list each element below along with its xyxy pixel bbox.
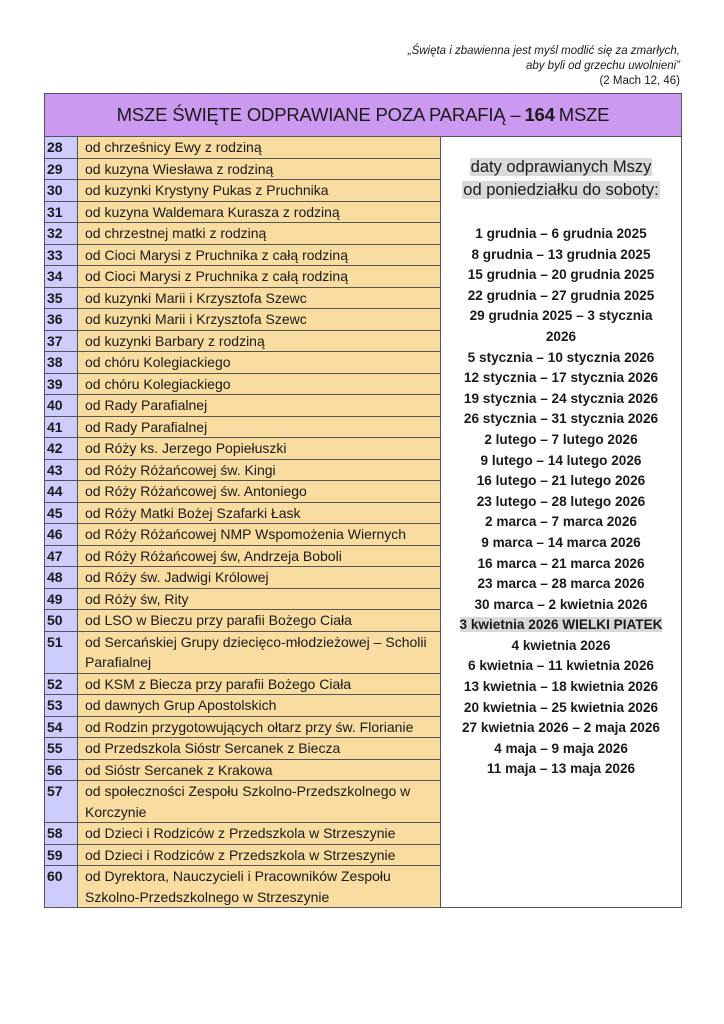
row-donor-text: od KSM z Biecza przy parafii Bożego Ciała: [78, 674, 441, 695]
row-number: 38: [45, 352, 78, 373]
date-range-text: 3 kwietnia 2026 WIELKI PIATEK: [459, 617, 663, 633]
row-donor-text: od chrześnicy Ewy z rodziną: [78, 137, 441, 158]
date-range-text: 16 marca – 21 marca 2026: [477, 555, 645, 571]
dates-panel: [441, 137, 681, 907]
table-row: [45, 438, 441, 460]
row-number: 47: [45, 546, 78, 567]
row-donor-text: od społeczności Zespołu Szkolno-Przedszkolnego w Korczynie: [78, 781, 441, 822]
row-number: 43: [45, 460, 78, 481]
table-row: [45, 159, 441, 181]
table-body: [45, 137, 681, 907]
date-range-item: [441, 471, 681, 492]
table-row: [45, 503, 441, 525]
row-number: 49: [45, 589, 78, 610]
row-number: 48: [45, 567, 78, 588]
date-range-text: 27 kwietnia 2026 – 2 maja 2026: [461, 720, 660, 736]
row-donor-text: od chóru Kolegiackiego: [78, 352, 441, 373]
date-range-text: 26 stycznia – 31 stycznia 2026: [463, 411, 659, 427]
row-donor-text: od Róży Różańcowej św. Kingi: [78, 460, 441, 481]
date-range-item: [441, 348, 681, 369]
row-number: 41: [45, 417, 78, 438]
row-number: 57: [45, 781, 78, 822]
row-donor-text: od Sercańskiej Grupy dziecięco-młodzieżowej – Scholii Parafialnej: [78, 632, 441, 673]
table-row: [45, 202, 441, 224]
row-donor-text: od Rady Parafialnej: [78, 417, 441, 438]
row-number: 35: [45, 288, 78, 309]
row-donor-text: od Dzieci i Rodziców z Przedszkola w Strzeszynie: [78, 845, 441, 866]
row-number: 53: [45, 695, 78, 716]
row-donor-text: od Cioci Marysi z Pruchnika z całą rodziną: [78, 266, 441, 287]
row-number: 31: [45, 202, 78, 223]
date-range-item: [441, 554, 681, 575]
table-row: [45, 845, 441, 867]
table-row: [45, 610, 441, 632]
date-range-text: 9 marca – 14 marca 2026: [481, 534, 641, 550]
date-range-item: [441, 368, 681, 389]
date-range-text: 16 lutego – 21 lutego 2026: [476, 473, 646, 489]
date-range-text: 11 maja – 13 maja 2026: [486, 761, 636, 777]
row-donor-text: od Róży ks. Jerzego Popiełuszki: [78, 438, 441, 459]
row-number: 60: [45, 866, 78, 907]
date-range-text: 4 kwietnia 2026: [511, 637, 611, 653]
date-range-item: [441, 224, 681, 245]
row-number: 37: [45, 331, 78, 352]
row-donor-text: od Cioci Marysi z Pruchnika z całą rodziną: [78, 245, 441, 266]
date-range-text: 23 marca – 28 marca 2026: [477, 576, 645, 592]
date-range-item: [441, 615, 681, 636]
table-row: [45, 481, 441, 503]
row-number: 45: [45, 503, 78, 524]
table-row: [45, 866, 441, 907]
table-row: [45, 717, 441, 739]
row-number: 50: [45, 610, 78, 631]
date-range-item: [441, 533, 681, 554]
date-range-item: [441, 492, 681, 513]
row-donor-text: od chrzestnej matki z rodziną: [78, 223, 441, 244]
row-donor-text: od Dzieci i Rodziców z Przedszkola w Strzeszynie: [78, 823, 441, 844]
quote-line-1: „Święta i zbawienna jest myśl modlić się za zmarłych,: [407, 45, 680, 57]
row-donor-text: od kuzynki Marii i Krzysztofa Szewc: [78, 309, 441, 330]
table-row: [45, 180, 441, 202]
row-number: 44: [45, 481, 78, 502]
dates-list: [441, 224, 681, 780]
row-number: 58: [45, 823, 78, 844]
date-range-text: 20 kwietnia – 25 kwietnia 2026: [463, 699, 659, 715]
row-number: 32: [45, 223, 78, 244]
table-header: [45, 94, 681, 137]
row-donor-text: od kuzynki Marii i Krzysztofa Szewc: [78, 288, 441, 309]
date-range-item: [441, 739, 681, 760]
table-row: [45, 781, 441, 823]
header-title-prefix: MSZE ŚWIĘTE ODPRAWIANE POZA PARAFIĄ –: [116, 104, 521, 125]
donor-list: [45, 137, 441, 907]
date-range-text: 2 marca – 7 marca 2026: [485, 514, 637, 530]
date-range-text: 9 lutego – 14 lutego 2026: [480, 452, 642, 468]
date-range-item: [441, 636, 681, 657]
date-range-item: [441, 574, 681, 595]
table-row: [45, 352, 441, 374]
table-row: [45, 760, 441, 782]
row-donor-text: od chóru Kolegiackiego: [78, 374, 441, 395]
date-range-item: [441, 389, 681, 410]
date-range-item: [441, 286, 681, 307]
date-range-text: 8 grudnia – 13 grudnia 2025: [471, 246, 651, 262]
row-donor-text: od Róży św. Jadwigi Królowej: [78, 567, 441, 588]
row-donor-text: od Róży św, Rity: [78, 589, 441, 610]
row-number: 42: [45, 438, 78, 459]
table-row: [45, 567, 441, 589]
row-donor-text: od Róży Matki Bożej Szafarki Łask: [78, 503, 441, 524]
row-number: 52: [45, 674, 78, 695]
row-number: 40: [45, 395, 78, 416]
table-row: [45, 395, 441, 417]
date-range-item: [441, 306, 681, 327]
date-range-text: 23 lutego – 28 lutego 2026: [476, 493, 646, 509]
date-range-item: [441, 759, 681, 780]
row-donor-text: od Przedszkola Sióstr Sercanek z Biecza: [78, 738, 441, 759]
row-number: 28: [45, 137, 78, 158]
table-row: [45, 374, 441, 396]
row-donor-text: od Róży Różańcowej św, Andrzeja Boboli: [78, 546, 441, 567]
row-number: 30: [45, 180, 78, 201]
dates-intro-line-1: daty odprawianych Mszy: [470, 158, 652, 176]
row-number: 51: [45, 632, 78, 673]
row-donor-text: od Rady Parafialnej: [78, 395, 441, 416]
date-range-item: [441, 451, 681, 472]
header-count: 164: [524, 104, 555, 125]
row-number: 54: [45, 717, 78, 738]
row-number: 46: [45, 524, 78, 545]
quote-line-2: aby byli od grzechu uwolnieni”: [525, 60, 680, 72]
row-number: 29: [45, 159, 78, 180]
date-range-item: [441, 409, 681, 430]
date-range-item: [441, 327, 681, 348]
date-range-text: 29 grudnia 2025 – 3 stycznia: [469, 308, 653, 324]
row-number: 39: [45, 374, 78, 395]
date-range-text: 13 kwietnia – 18 kwietnia 2026: [463, 679, 659, 695]
date-range-item: [441, 677, 681, 698]
row-number: 34: [45, 266, 78, 287]
table-row: [45, 417, 441, 439]
date-range-item: [441, 430, 681, 451]
date-range-item: [441, 245, 681, 266]
row-donor-text: od dawnych Grup Apostolskich: [78, 695, 441, 716]
date-range-text: 4 maja – 9 maja 2026: [494, 740, 628, 756]
row-donor-text: od kuzynki Barbary z rodziną: [78, 331, 441, 352]
table-row: [45, 331, 441, 353]
table-row: [45, 546, 441, 568]
row-number: 56: [45, 760, 78, 781]
table-row: [45, 823, 441, 845]
table-row: [45, 674, 441, 696]
table-row: [45, 632, 441, 674]
row-number: 36: [45, 309, 78, 330]
dates-intro: [441, 156, 681, 202]
row-donor-text: od kuzynki Krystyny Pukas z Pruchnika: [78, 180, 441, 201]
table-row: [45, 288, 441, 310]
date-range-text: 2026: [545, 328, 577, 344]
row-donor-text: od Róży Różańcowej NMP Wspomożenia Wiernych: [78, 524, 441, 545]
row-number: 59: [45, 845, 78, 866]
row-donor-text: od kuzyna Waldemara Kurasza z rodziną: [78, 202, 441, 223]
header-title-suffix: MSZE: [558, 104, 610, 125]
date-range-text: 6 kwietnia – 11 kwietnia 2026: [468, 658, 654, 674]
table-row: [45, 137, 441, 159]
table-row: [45, 589, 441, 611]
row-number: 33: [45, 245, 78, 266]
date-range-text: 1 grudnia – 6 grudnia 2025: [475, 226, 647, 241]
table-row: [45, 309, 441, 331]
row-number: 55: [45, 738, 78, 759]
table-row: [45, 524, 441, 546]
dates-intro-line-2: od poniedziałku do soboty:: [463, 181, 659, 199]
date-range-item: [441, 718, 681, 739]
row-donor-text: od kuzyna Wiesława z rodziną: [78, 159, 441, 180]
table-row: [45, 266, 441, 288]
date-range-text: 19 stycznia – 24 stycznia 2026: [463, 390, 659, 406]
date-range-item: [441, 698, 681, 719]
date-range-text: 5 stycznia – 10 stycznia 2026: [467, 349, 655, 365]
table-row: [45, 695, 441, 717]
row-donor-text: od Rodzin przygotowujących ołtarz przy św. Florianie: [78, 717, 441, 738]
date-range-item: [441, 656, 681, 677]
table-row: [45, 223, 441, 245]
row-donor-text: od Dyrektora, Nauczycieli i Pracowników Zespołu Szkolno-Przedszkolnego w Strzeszynie: [78, 866, 441, 907]
table-row: [45, 738, 441, 760]
date-range-text: 12 stycznia – 17 stycznia 2026: [463, 370, 659, 386]
quote-reference: (2 Mach 12, 46): [599, 75, 680, 87]
masses-table: [44, 93, 682, 908]
date-range-item: [441, 595, 681, 616]
row-donor-text: od LSO w Bieczu przy parafii Bożego Ciała: [78, 610, 441, 631]
table-row: [45, 245, 441, 267]
date-range-item: [441, 512, 681, 533]
table-row: [45, 460, 441, 482]
bible-quote: [408, 44, 680, 89]
date-range-text: 2 lutego – 7 lutego 2026: [484, 431, 638, 447]
date-range-text: 30 marca – 2 kwietnia 2026: [474, 596, 648, 612]
row-donor-text: od Sióstr Sercanek z Krakowa: [78, 760, 441, 781]
date-range-text: 15 grudnia – 20 grudnia 2025: [467, 267, 655, 283]
date-range-text: 22 grudnia – 27 grudnia 2025: [467, 287, 655, 303]
date-range-item: [441, 265, 681, 286]
row-donor-text: od Róży Różańcowej św. Antoniego: [78, 481, 441, 502]
